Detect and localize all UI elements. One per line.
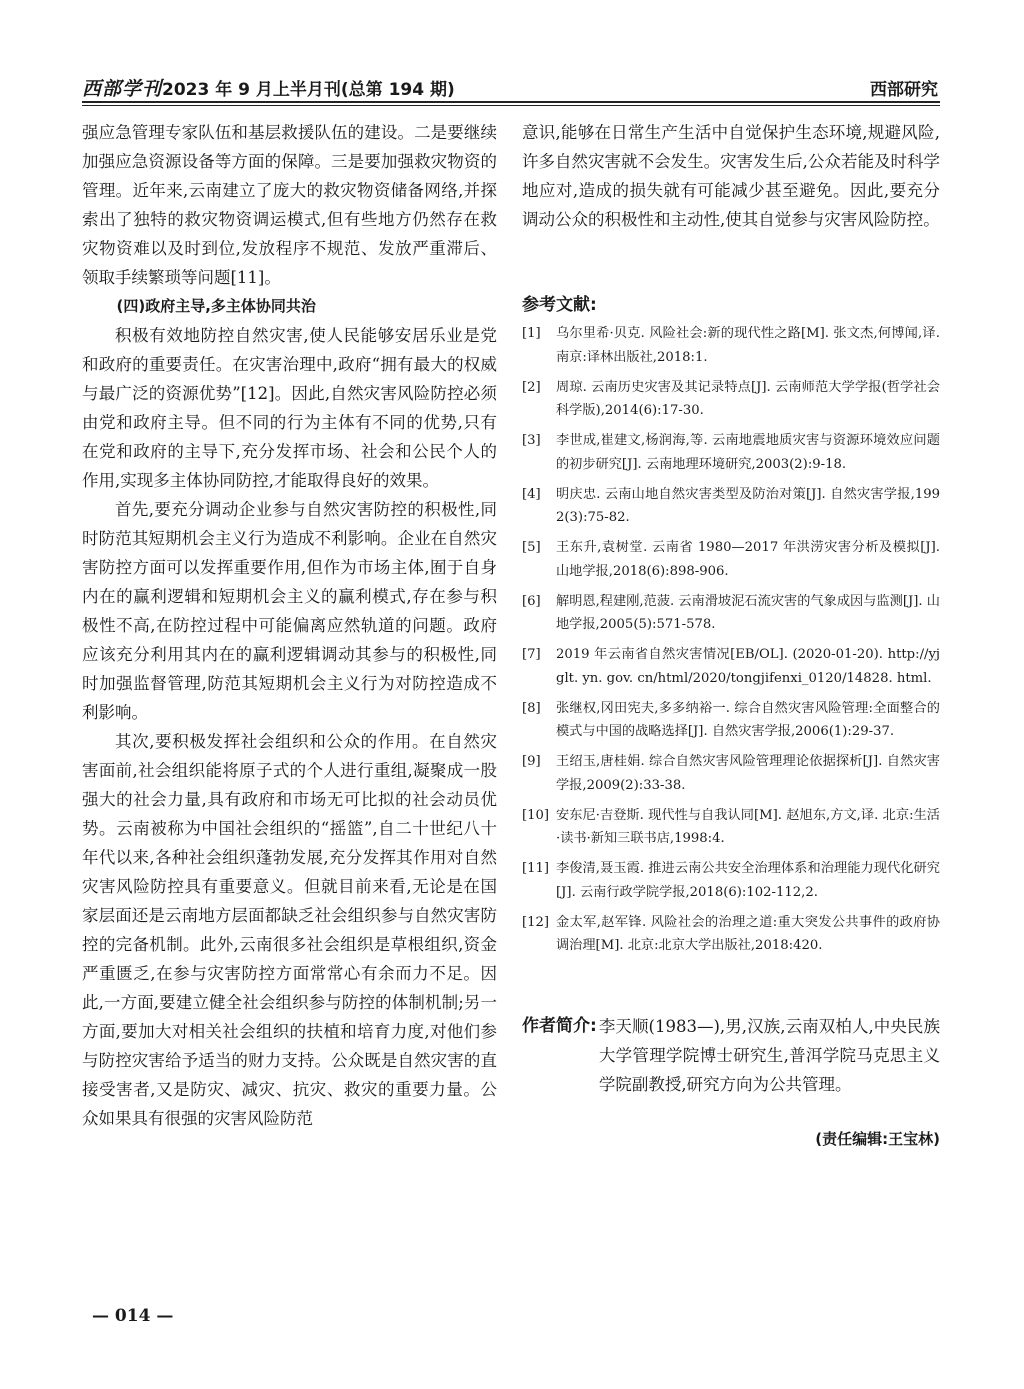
reference-text: 周琼. 云南历史灾害及其记录特点[J]. 云南师范大学学报(哲学社会科学版),2014(6):17-30. <box>556 379 940 418</box>
right-column <box>522 118 940 234</box>
author-bio <box>522 1012 940 1099</box>
reference-text: 张继权,冈田宪夫,多多纳裕一. 综合自然灾害风险管理:全面整合的模式与中国的战略选择[J]. 自然灾害学报,2006(1):29-37. <box>556 700 940 739</box>
reference-text: 李世成,崔建文,杨润海,等. 云南地震地质灾害与资源环境效应问题的初步研究[J]. 云南地理环境研究,2003(2):9-18. <box>556 433 940 472</box>
reference-item <box>522 643 940 690</box>
reference-number: [6] <box>522 593 541 609</box>
reference-number: [8] <box>522 700 541 716</box>
reference-item <box>522 429 940 476</box>
responsible-editor: (责任编辑:王宝林) <box>815 1130 940 1148</box>
reference-item <box>522 536 940 583</box>
reference-text: 李俊清,聂玉霞. 推进云南公共安全治理体系和治理能力现代化研究[J]. 云南行政学院学报,2018(6):102-112,2. <box>556 861 940 900</box>
reference-item <box>522 483 940 530</box>
reference-number: [5] <box>522 540 541 555</box>
reference-number: [9] <box>522 754 541 769</box>
reference-text: 明庆忠. 云南山地自然灾害类型及防治对策[J]. 自然灾害学报,1992(3):75-82. <box>556 486 940 525</box>
reference-text: 金太军,赵军锋. 风险社会的治理之道:重大突发公共事件的政府协调治理[M]. 北京:北京大学出版社,2018:420. <box>556 914 940 953</box>
issue-info: 2023 年 9 月上半月刊(总第 194 期) <box>162 80 455 100</box>
section-name: 西部研究 <box>870 80 938 100</box>
body-paragraph: 积极有效地防控自然灾害,使人民能够安居乐业是党和政府的重要责任。在灾害治理中,政府“拥有最大的权威与最广泛的资源优势”[12]。因此,自然灾害风险防控必须由党和政府主导。但不同的行为主体有不同的优势,只有在党和政府的主导下,充分发挥市场、社会和公民个人的作用,实现多主体协同防控,才能取得良好的效果。 <box>82 326 497 490</box>
reference-text: 乌尔里希·贝克. 风险社会:新的现代性之路[M]. 张文杰,何博闻,译. 南京:译林出版社,2018:1. <box>556 326 940 365</box>
reference-number: [12] <box>522 914 550 930</box>
reference-number: [3] <box>522 433 541 448</box>
reference-number: [7] <box>522 647 541 662</box>
reference-text: 安东尼·吉登斯. 现代性与自我认同[M]. 赵旭东,方文,译. 北京:生活·读书·新知三联书店,1998:4. <box>556 807 940 846</box>
reference-item <box>522 376 940 423</box>
reference-item <box>522 750 940 797</box>
section-subheading: (四)政府主导,多主体协同共治 <box>116 297 316 315</box>
reference-text: 2019 年云南省自然灾害情况[EB/OL]. (2020-01-20). http://yjglt. yn. gov. cn/html/2020/tongjifenxi_0120/14828. html. <box>556 647 940 686</box>
left-column <box>82 118 497 1133</box>
reference-number: [11] <box>522 861 550 876</box>
reference-number: [2] <box>522 379 541 395</box>
reference-text: 解明恩,程建刚,范菠. 云南滑坡泥石流灾害的气象成因与监测[J]. 山地学报,2005(5):571-578. <box>556 593 940 632</box>
header-rule <box>82 101 940 103</box>
references-heading: 参考文献: <box>522 295 597 315</box>
journal-logo: 西部学刊 <box>82 78 163 100</box>
right-column-paragraph: 意识,能够在日常生产生活中自觉保护生态环境,规避风险,许多自然灾害就不会发生。灾害发生后,公众若能及时科学地应对,造成的损失就有可能减少甚至避免。因此,要充分调动公众的积极性和主动性,使其自觉参与灾害风险防控。 <box>522 123 940 229</box>
page-number: — 014 — <box>92 1306 174 1326</box>
body-paragraph: 首先,要充分调动企业参与自然灾害防控的积极性,同时防范其短期机会主义行为造成不利影响。企业在自然灾害防控方面可以发挥重要作用,但作为市场主体,囿于自身内在的赢利逻辑和短期机会主义的赢利模式,存在参与积极性不高,在防控过程中可能偏离应然轨道的问题。政府应该充分利用其内在的赢利逻辑调动其参与的积极性,同时加强监督管理,防范其短期机会主义行为对防控造成不利影响。 <box>82 500 497 722</box>
body-paragraph: 强应急管理专家队伍和基层救援队伍的建设。二是要继续加强应急资源设备等方面的保障。三是要加强救灾物资的管理。近年来,云南建立了庞大的救灾物资储备网络,并探索出了独特的救灾物资调运模式,但有些地方仍然存在救灾物资难以及时到位,发放程序不规范、发放严重滞后、领取手续繁琐等问题[11]。 <box>82 123 497 287</box>
reference-item <box>522 857 940 904</box>
reference-number: [1] <box>522 326 541 341</box>
reference-item <box>522 804 940 851</box>
reference-item <box>522 322 940 369</box>
reference-text: 王东升,袁树堂. 云南省 1980—2017 年洪涝灾害分析及模拟[J]. 山地学报,2018(6):898-906. <box>556 540 940 579</box>
reference-item <box>522 911 940 958</box>
page-header <box>82 72 940 98</box>
reference-number: [10] <box>522 807 550 823</box>
author-bio-text: 李天顺(1983—),男,汉族,云南双柏人,中央民族大学管理学院博士研究生,普洱学院马克思主义学院副教授,研究方向为公共管理。 <box>598 1017 940 1094</box>
body-paragraph: 其次,要积极发挥社会组织和公众的作用。在自然灾害面前,社会组织能将原子式的个人进行重组,凝聚成一股强大的社会力量,具有政府和市场无可比拟的社会动员优势。云南被称为中国社会组织的“摇篮”,自二十世纪八十年代以来,各种社会组织蓬勃发展,充分发挥其作用对自然灾害风险防控具有重要意义。但就目前来看,无论是在国家层面还是云南地方层面都缺乏社会组织参与自然灾害防控的完备机制。此外,云南很多社会组织是草根组织,资金严重匮乏,在参与灾害防控方面常常心有余而力不足。因此,一方面,要建立健全社会组织参与防控的体制机制;另一方面,要加大对相关社会组织的扶植和培育力度,对他们参与防控灾害给予适当的财力支持。公众既是自然灾害的直接受害者,又是防灾、减灾、抗灾、救灾的重要力量。公众如果具有很强的灾害风险防范 <box>82 732 497 1128</box>
author-bio-label: 作者简介: <box>522 1016 597 1036</box>
header-rule-thin <box>82 105 940 106</box>
references-list <box>522 322 940 964</box>
reference-item <box>522 697 940 744</box>
reference-item <box>522 590 940 637</box>
reference-text: 王绍玉,唐桂娟. 综合自然灾害风险管理理论依据探析[J]. 自然灾害学报,2009(2):33-38. <box>556 754 940 793</box>
reference-number: [4] <box>522 486 541 502</box>
